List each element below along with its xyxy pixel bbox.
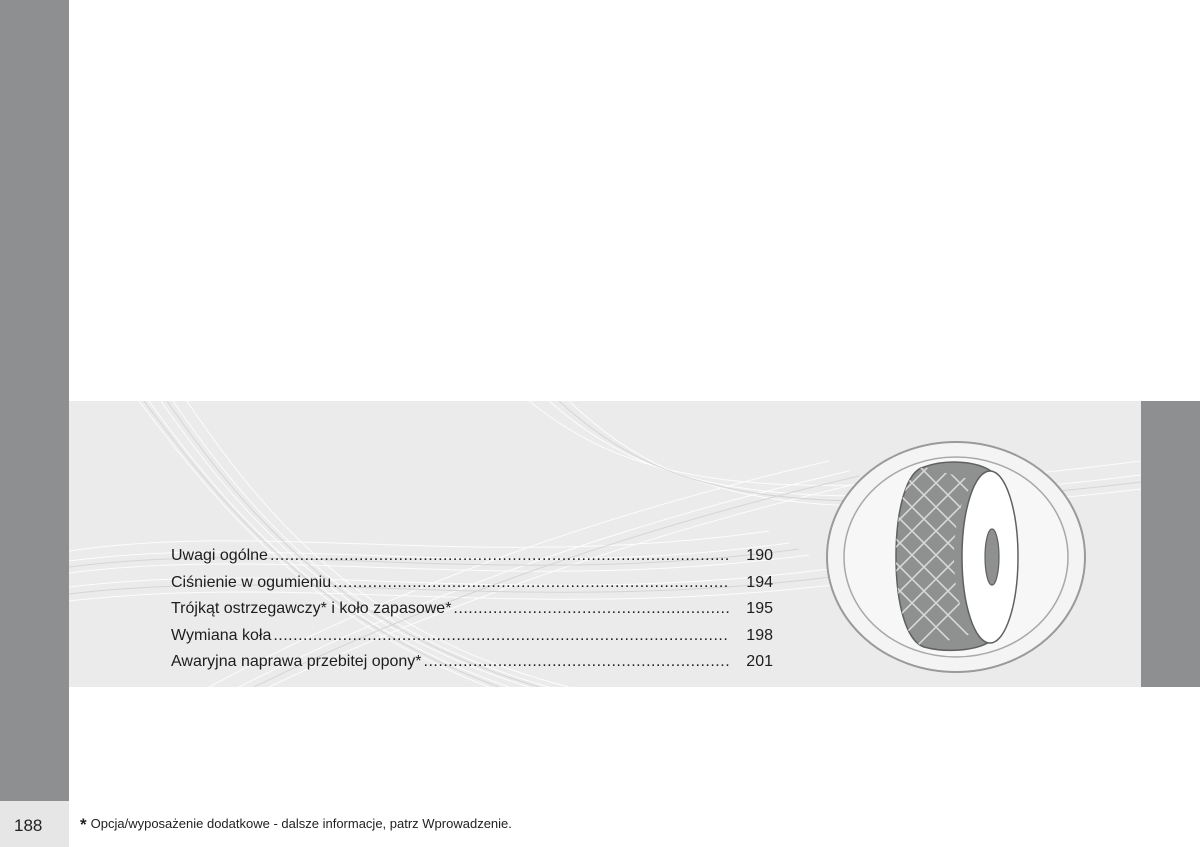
toc-page-number: 190: [746, 547, 773, 564]
toc-entry[interactable]: [171, 627, 773, 654]
left-margin-bar: [0, 0, 69, 801]
toc-title: Wymiana koła: [171, 626, 272, 644]
chapter-tab: [1141, 401, 1200, 687]
page-number: 188: [14, 816, 43, 835]
toc-leader-dots: [270, 547, 729, 565]
toc-page-number: 198: [746, 626, 773, 644]
tire-icon: [826, 441, 1086, 673]
page-number-box: [0, 801, 69, 847]
toc-entry[interactable]: [171, 547, 773, 574]
toc-title: Trójkąt ostrzegawczy* i koło zapasowe*: [171, 600, 452, 617]
toc-entry[interactable]: [171, 574, 773, 601]
toc-leader-dots: [424, 653, 729, 671]
toc-page-number: 201: [746, 653, 773, 670]
toc-leader-dots: [273, 627, 729, 645]
toc-leader-dots: [333, 574, 729, 592]
toc-page-number: 194: [746, 573, 773, 591]
table-of-contents: [171, 547, 773, 680]
toc-entry[interactable]: [171, 600, 773, 627]
toc-entry[interactable]: [171, 653, 773, 680]
footnote: [80, 815, 512, 835]
toc-page-number: 195: [746, 600, 773, 617]
footnote-text: Opcja/wyposażenie dodatkowe - dalsze informacje, patrz Wprowadzenie.: [90, 816, 512, 831]
toc-title: Awaryjna naprawa przebitej opony*: [171, 653, 422, 670]
toc-leader-dots: [453, 600, 729, 618]
footnote-marker: *: [80, 815, 87, 834]
toc-title: Uwagi ogólne: [171, 547, 268, 564]
toc-title: Ciśnienie w ogumieniu: [171, 573, 332, 591]
